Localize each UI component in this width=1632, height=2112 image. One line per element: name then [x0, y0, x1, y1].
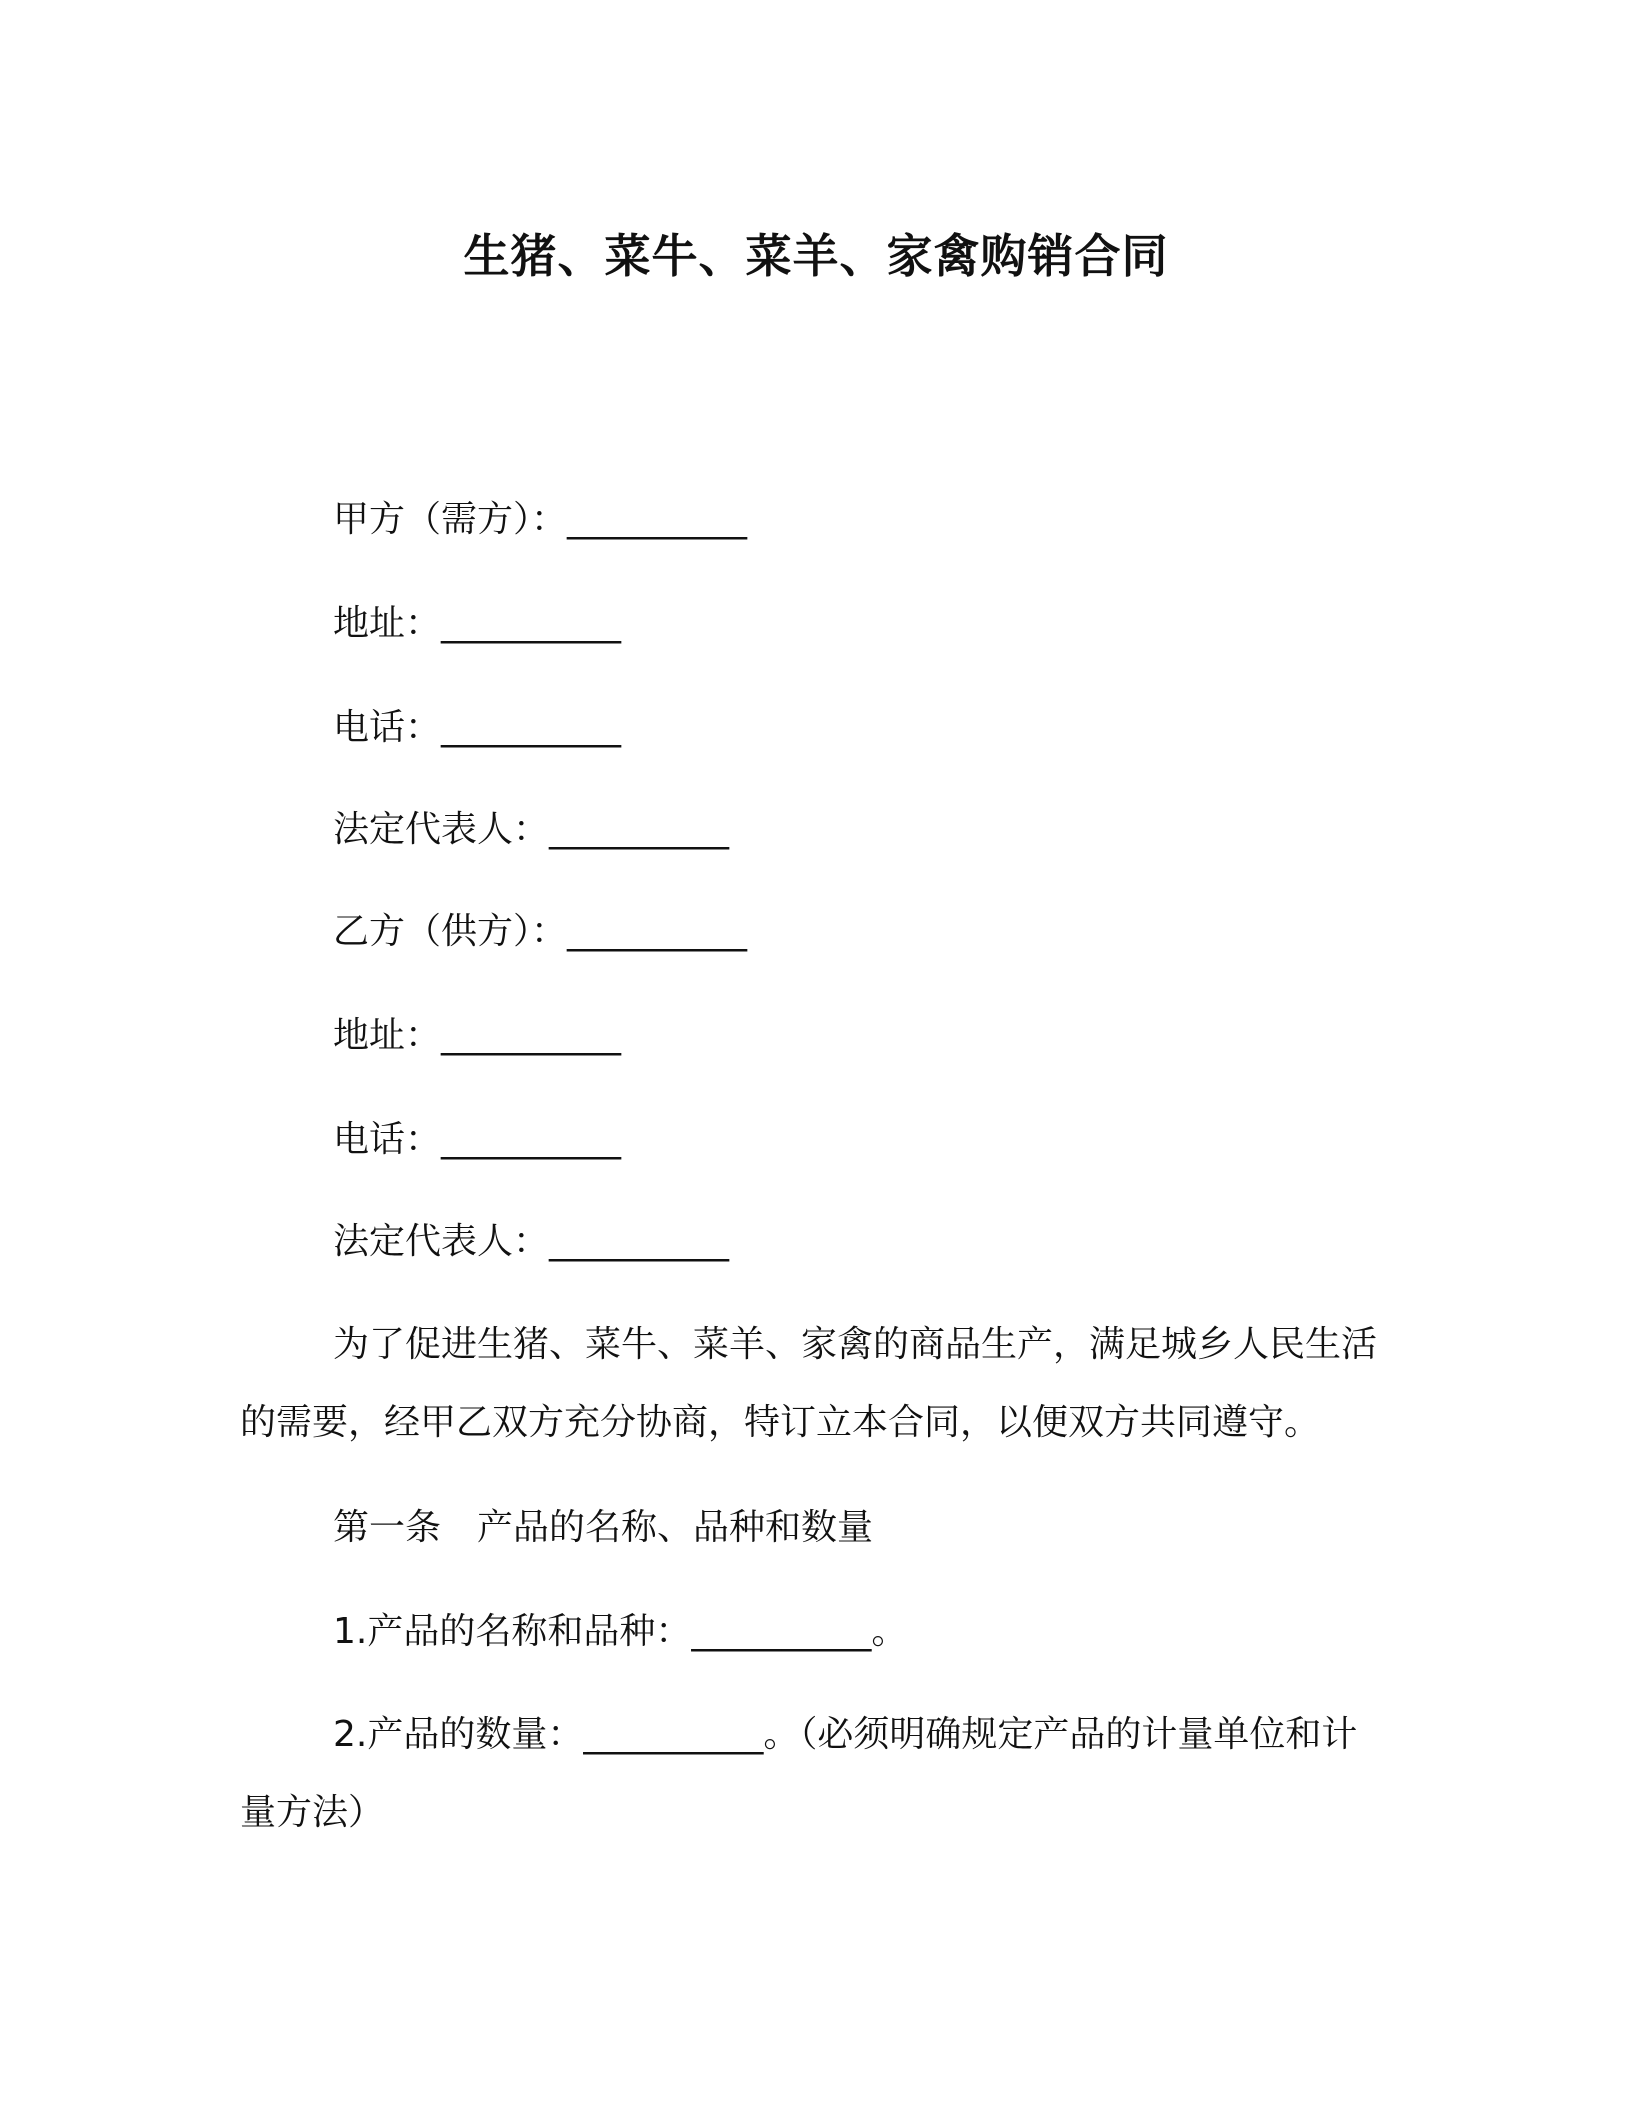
- article-1-item-1: 1.产品的名称和品种：__________。: [333, 1611, 908, 1652]
- party-a-representative: 法定代表人：__________: [333, 809, 730, 850]
- party-b-representative: 法定代表人：__________: [333, 1221, 730, 1262]
- party-a-address: 地址：__________: [333, 603, 622, 644]
- party-b-phone: 电话：__________: [333, 1119, 622, 1160]
- document-title: 生猪、菜牛、菜羊、家禽购销合同: [463, 229, 1169, 283]
- party-a-phone: 电话：__________: [333, 707, 622, 748]
- preamble-paragraph: 为了促进生猪、菜牛、菜羊、家禽的商品生产，满足城乡人民生活的需要，经甲乙双方充分协商，特订立本合同，以便双方共同遵守。: [240, 1324, 1378, 1443]
- party-b-label: 乙方（供方）：__________: [333, 911, 748, 952]
- party-a-label: 甲方（需方）：__________: [333, 499, 748, 540]
- article-1-heading: 第一条 产品的名称、品种和数量: [333, 1507, 874, 1548]
- article-1-item-2: 2.产品的数量：__________。（必须明确规定产品的计量单位和计量方法）: [240, 1714, 1358, 1833]
- party-b-address: 地址：__________: [333, 1015, 622, 1056]
